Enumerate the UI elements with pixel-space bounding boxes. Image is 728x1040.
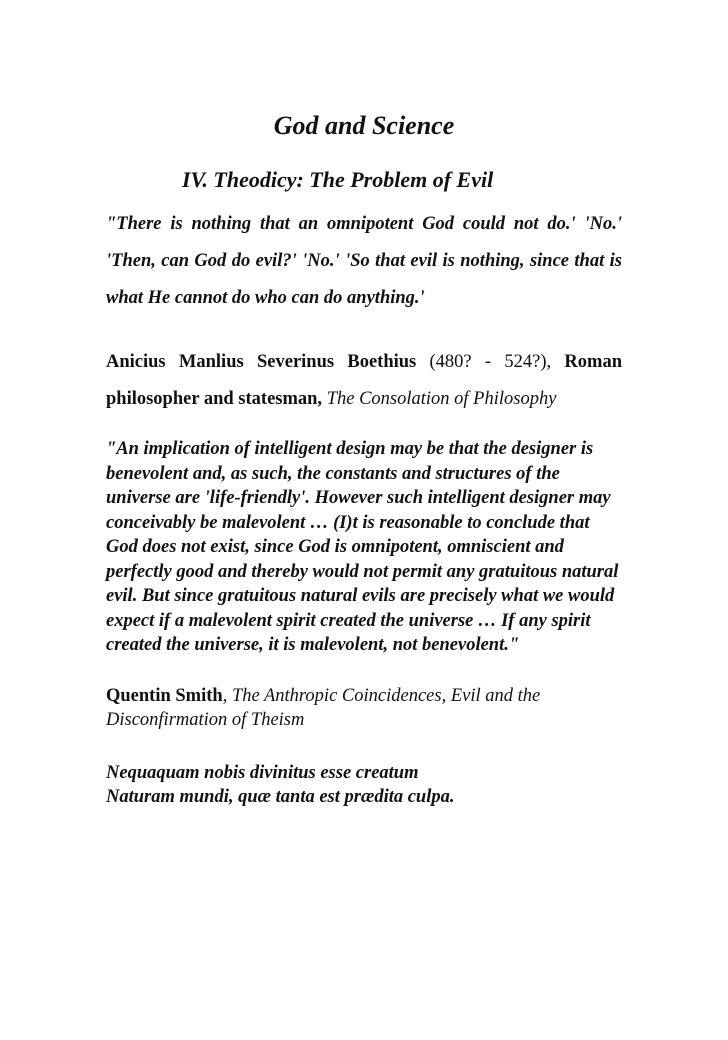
work-title: The Anthropic Coincidences, Evil and the Disconfirmation of Theism bbox=[106, 685, 541, 730]
document-page bbox=[106, 104, 622, 810]
attribution-separator: , bbox=[222, 685, 232, 706]
latin-verse-line-2: Naturam mundi, quæ tanta est prædita culpa. bbox=[106, 787, 455, 807]
author-role: Roman philosopher and statesman, bbox=[106, 352, 622, 409]
author-dates: (480? - 524?), bbox=[416, 352, 552, 372]
latin-verse-line-1: Nequaquam nobis divinitus esse creatum bbox=[106, 762, 419, 783]
boethius-attribution bbox=[106, 344, 622, 418]
author-name: Anicius Manlius Severinus Boethius bbox=[106, 352, 417, 372]
document-title: God and Science bbox=[273, 111, 455, 140]
boethius-quote: "There is nothing that an omnipotent God could not do.' 'No.' 'Then, can God do evil?' 'No.' 'So that evil is nothing, since that is what He cannot do who can do anything.' bbox=[106, 214, 622, 308]
latin-verse bbox=[106, 761, 622, 810]
smith-quote: "An implication of intelligent design may be that the designer is benevolent and, as such, the constants and structures of the universe are 'life-friendly'. However such intelligent designer may conceivably be malevolent … (I)t is reasonable to conclude that God does not exist, since God is omnipotent, omniscient and perfectly good and thereby would not permit any gratuitous natural evil. But since gratuitous natural evils are precisely what we would expect if a malevolent spirit created the universe … If any spirit created the universe, it is malevolent, not benevolent." bbox=[106, 439, 619, 655]
work-title: The Consolation of Philosophy bbox=[326, 389, 557, 409]
smith-attribution bbox=[106, 684, 622, 733]
chapter-subtitle: IV. Theodicy: The Problem of Evil bbox=[182, 167, 494, 192]
author-name: Quentin Smith bbox=[106, 685, 223, 706]
